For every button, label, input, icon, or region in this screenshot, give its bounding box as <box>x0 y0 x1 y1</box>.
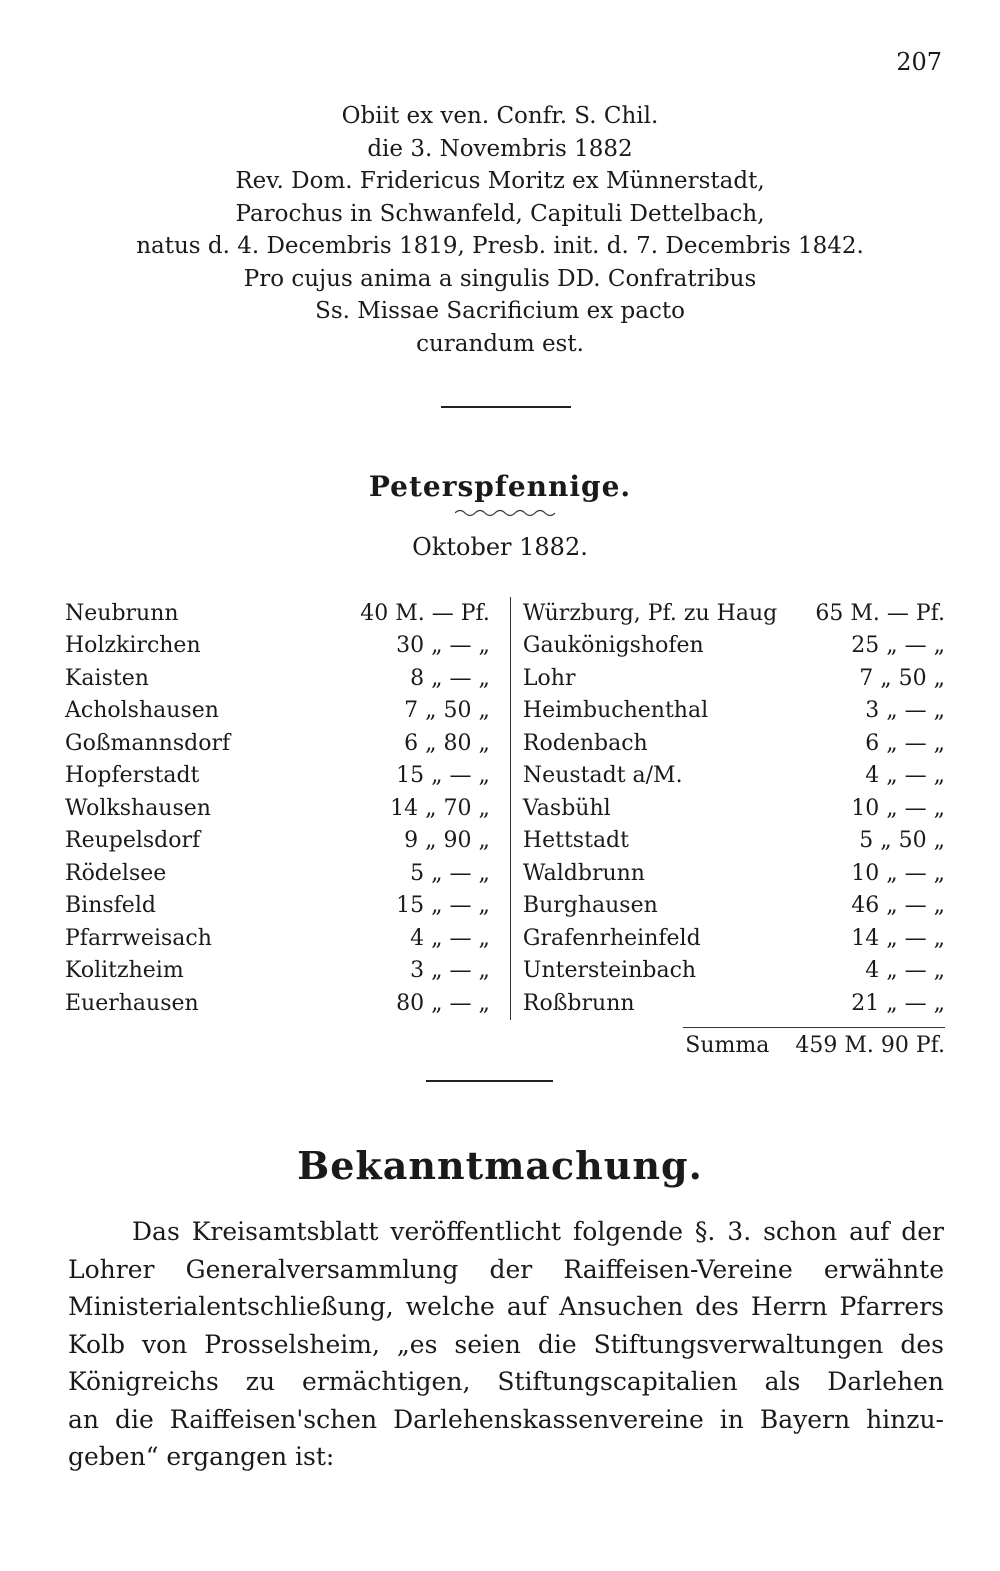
left-place-name: Wolkshausen <box>65 795 211 821</box>
left-amount: 6 „ 80 „ <box>404 730 490 756</box>
table-row <box>65 955 945 988</box>
right-place-name: Würzburg, Pf. zu Haug <box>510 597 805 630</box>
section-divider <box>426 1080 553 1082</box>
table-row <box>65 630 945 663</box>
left-place-name: Kolitzheim <box>65 958 184 984</box>
summa-label: Summa <box>685 1033 770 1058</box>
right-place-name: Hettstadt <box>510 825 805 858</box>
table-row <box>65 825 945 858</box>
left-place-name: Acholshausen <box>65 698 219 724</box>
section-divider <box>441 406 571 408</box>
left-place-name: Binsfeld <box>65 893 156 919</box>
left-place-name: Goßmannsdorf <box>65 730 231 756</box>
month-heading: Oktober 1882. <box>412 533 588 561</box>
left-place-name: Euerhausen <box>65 990 199 1016</box>
right-amount: 21 „ — „ <box>851 990 945 1016</box>
right-amount: 25 „ — „ <box>851 633 945 659</box>
obituary-line: die 3. Novembris 1882 <box>367 135 633 162</box>
left-place-name: Kaisten <box>65 665 149 691</box>
right-place-name: Gaukönigshofen <box>510 630 805 663</box>
left-amount: 5 „ — „ <box>410 860 490 886</box>
right-amount: 10 „ — „ <box>851 860 945 886</box>
paragraph-line: Ministerialentschließung, welche auf Ansuchen des Herrn Pfarrers <box>68 1292 944 1321</box>
right-place-name: Grafenrheinfeld <box>510 922 805 955</box>
obituary-notice <box>0 100 1000 360</box>
right-amount: 46 „ — „ <box>851 893 945 919</box>
right-place-name: Burghausen <box>510 890 805 923</box>
paragraph-line: geben“ ergangen ist: <box>68 1442 335 1471</box>
right-place-name: Neustadt a/M. <box>510 760 805 793</box>
table-row <box>65 760 945 793</box>
table-row <box>65 890 945 923</box>
table-row <box>65 597 945 630</box>
right-place-name: Heimbuchenthal <box>510 695 805 728</box>
left-amount: 9 „ 90 „ <box>404 828 490 854</box>
summa-total <box>685 1033 945 1058</box>
left-place-name: Pfarrweisach <box>65 925 212 951</box>
table-row <box>65 662 945 695</box>
donations-table <box>65 597 945 1020</box>
left-amount: 7 „ 50 „ <box>404 698 490 724</box>
obituary-line: Ss. Missae Sacrificium ex pacto <box>315 298 685 324</box>
section-title-peterspfennige: Peterspfennige. <box>368 470 632 503</box>
obituary-line: Parochus in Schwanfeld, Capituli Dettelbach, <box>235 200 765 227</box>
left-amount: 4 „ — „ <box>410 925 490 951</box>
left-amount: 30 „ — „ <box>396 633 490 659</box>
left-amount: 15 „ — „ <box>396 893 490 919</box>
paragraph-line: Lohrer Generalversammlung der Raiffeisen-Vereine erwähnte <box>68 1254 944 1284</box>
announcement-paragraph <box>68 1213 944 1476</box>
obituary-line: Obiit ex ven. Confr. S. Chil. <box>341 103 659 129</box>
summa-rule <box>683 1027 945 1028</box>
right-place-name: Rodenbach <box>510 727 805 760</box>
right-amount: 4 „ — „ <box>865 763 945 789</box>
ornament-wave-divider <box>455 508 555 518</box>
right-amount: 4 „ — „ <box>865 958 945 984</box>
page-number: 207 <box>896 48 942 76</box>
left-amount: 15 „ — „ <box>396 763 490 789</box>
summa-value: 459 M. 90 Pf. <box>795 1033 945 1058</box>
obituary-line: natus d. 4. Decembris 1819, Presb. init. d. 7. Decembris 1842. <box>136 233 864 259</box>
obituary-line: Rev. Dom. Fridericus Moritz ex Münnerstadt, <box>235 168 765 194</box>
right-amount: 5 „ 50 „ <box>859 828 945 854</box>
left-amount: 40 M. — Pf. <box>360 600 490 626</box>
paragraph-line: Königreichs zu ermächtigen, Stiftungscapitalien als Darlehen <box>68 1367 944 1396</box>
right-amount: 10 „ — „ <box>851 795 945 821</box>
obituary-line: curandum est. <box>416 330 584 357</box>
left-place-name: Reupelsdorf <box>65 828 201 854</box>
right-place-name: Vasbühl <box>510 792 805 825</box>
right-amount: 14 „ — „ <box>851 925 945 951</box>
right-place-name: Lohr <box>510 662 805 695</box>
section-title-bekanntmachung: Bekanntmachung. <box>297 1143 703 1188</box>
right-amount: 6 „ — „ <box>865 730 945 756</box>
paragraph-line: Das Kreisamtsblatt veröffentlicht folgende §. 3. schon auf der <box>132 1217 944 1246</box>
obituary-line: Pro cujus anima a singulis DD. Confratribus <box>243 265 757 292</box>
left-place-name: Neubrunn <box>65 600 179 626</box>
right-amount: 7 „ 50 „ <box>859 665 945 691</box>
table-row <box>65 987 945 1020</box>
right-place-name: Roßbrunn <box>510 987 805 1020</box>
table-row <box>65 922 945 955</box>
table-row <box>65 857 945 890</box>
left-amount: 3 „ — „ <box>410 958 490 984</box>
paragraph-line: an die Raiffeisen'schen Darlehenskassenvereine in Bayern hinzu- <box>68 1404 944 1434</box>
table-row <box>65 727 945 760</box>
table-row <box>65 695 945 728</box>
right-amount: 3 „ — „ <box>865 698 945 724</box>
left-place-name: Rödelsee <box>65 860 167 886</box>
left-place-name: Holzkirchen <box>65 633 201 659</box>
left-amount: 14 „ 70 „ <box>390 795 490 821</box>
left-amount: 80 „ — „ <box>396 990 490 1016</box>
right-place-name: Waldbrunn <box>510 857 805 890</box>
left-place-name: Hopferstadt <box>65 763 200 789</box>
paragraph-line: Kolb von Prosselsheim, „es seien die Stiftungsverwaltungen des <box>68 1329 944 1359</box>
right-place-name: Untersteinbach <box>510 955 805 988</box>
left-amount: 8 „ — „ <box>410 665 490 691</box>
table-row <box>65 792 945 825</box>
right-amount: 65 M. — Pf. <box>815 600 945 626</box>
